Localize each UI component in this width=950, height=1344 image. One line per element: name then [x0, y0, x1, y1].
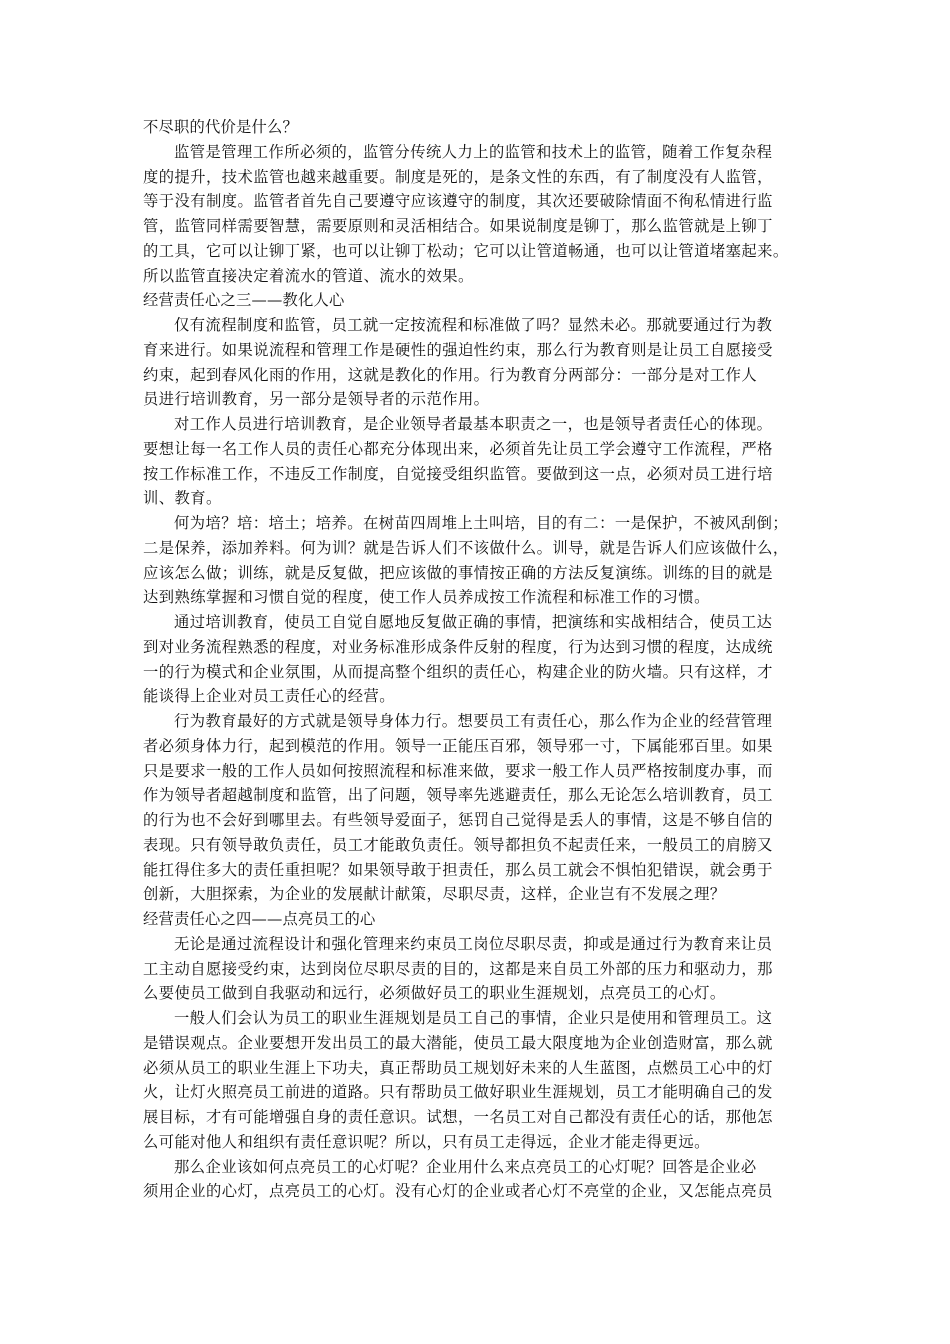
paragraph-line: 展目标，才有可能增强自身的责任意识。试想，一名员工对自己都没有责任心的话，那他怎: [143, 1108, 773, 1126]
paragraph-line: 一般人们会认为员工的职业生涯规划是员工自己的事情，企业只是使用和管理员工。这: [174, 1009, 773, 1027]
paragraph-line: 者必须身体力行，起到模范的作用。领导一正能压百邪，领导邪一寸，下属能邪百里。如果: [143, 736, 773, 755]
paragraph-line: 按工作标准工作，不违反工作制度，自觉接受组织监管。要做到这一点，必须对员工进行培: [143, 464, 773, 483]
section-heading: 经营责任心之三——教化人心: [143, 291, 345, 310]
paragraph-line: 二是保养，添加养料。何为训？就是告诉人们不该做什么。训导，就是告诉人们应该做什么，: [143, 538, 789, 557]
paragraph-line: 表现。只有领导敢负责任，员工才能敢负责任。领导都担负不起责任来，一般员工的肩膀又: [143, 835, 773, 854]
section-heading: 经营责任心之四——点亮员工的心: [143, 910, 376, 928]
paragraph-line: 管，监管同样需要智慧，需要原则和灵活相结合。如果说制度是铆丁，那么监管就是上铆丁: [143, 217, 773, 235]
paragraph-line: 到对业务流程熟悉的程度，对业务标准形成条件反射的程度，行为达到习惯的程度，达成统: [143, 637, 773, 656]
paragraph-line: 么可能对他人和组织有责任意识呢？所以，只有员工走得远，企业才能走得更远。: [143, 1132, 710, 1151]
paragraph-line: 等于没有制度。监管者首先自己要遵守应该遵守的制度，其次还要破除情面不徇私情进行监: [143, 192, 773, 211]
paragraph-line: 火，让灯火照亮员工前进的道路。只有帮助员工做好职业生涯规划，员工才能明确自己的发: [143, 1083, 773, 1102]
paragraph-line: 行为教育最好的方式就是领导身体力行。想要员工有责任心，那么作为企业的经营管理: [174, 712, 773, 730]
paragraph-line: 必须从员工的职业生涯上下功夫，真正帮助员工规划好未来的人生蓝图，点燃员工心中的灯: [143, 1058, 773, 1077]
paragraph-line: 达到熟练掌握和习惯自觉的程度，使工作人员养成按工作流程和标准工作的习惯。: [143, 588, 710, 607]
document-page: [143, 115, 810, 1204]
paragraph-line: 何为培？培：培土；培养。在树苗四周堆上土叫培，目的有二：一是保护，不被风刮倒；: [174, 514, 789, 532]
paragraph-line: 能扛得住多大的责任重担呢？如果领导敢于担责任，那么员工就会不惧怕犯错误，就会勇于: [143, 860, 773, 879]
paragraph-line: 育来进行。如果说流程和管理工作是硬性的强迫性约束，那么行为教育则是让员工自愿接受: [143, 340, 773, 359]
paragraph-line: 仅有流程制度和监管，员工就一定按流程和标准做了吗？显然未必。那就要通过行为教: [174, 316, 773, 334]
paragraph-line: 一的行为模式和企业氛围，从而提高整个组织的责任心，构建企业的防火墙。只有这样，才: [143, 662, 773, 681]
paragraph-line: 那么企业该如何点亮员工的心灯呢？企业用什么来点亮员工的心灯呢？回答是企业必: [174, 1157, 757, 1176]
paragraph-line: 的工具，它可以让铆丁紧，也可以让铆丁松动；它可以让管道畅通，也可以让管道堵塞起来。: [143, 241, 789, 260]
paragraph-line: 工主动自愿接受约束，达到岗位尽职尽责的目的，这都是来自员工外部的压力和驱动力，那: [143, 959, 773, 978]
paragraph-line: 作为领导者超越制度和监管，出了问题，领导率先逃避责任，那么无论怎么培训教育，员工: [143, 786, 773, 805]
paragraph-line: 监管是管理工作所必须的，监管分传统人力上的监管和技术上的监管，随着工作复杂程: [174, 142, 773, 161]
paragraph-line: 通过培训教育，使员工自觉自愿地反复做正确的事情，把演练和实战相结合，使员工达: [174, 613, 773, 631]
paragraph-line: 对工作人员进行培训教育，是企业领导者最基本职责之一，也是领导者责任心的体现。: [174, 415, 773, 433]
paragraph-line: 度的提升，技术监管也越来越重要。制度是死的，是条文性的东西，有了制度没有人监管，: [143, 167, 773, 186]
paragraph-line: 应该怎么做；训练，就是反复做，把应该做的事情按正确的方法反复演练。训练的目的就是: [143, 563, 773, 582]
paragraph-line: 的行为也不会好到哪里去。有些领导爱面子，惩罚自己觉得是丢人的事情，这是不够自信的: [143, 811, 773, 829]
paragraph-line: 能谈得上企业对员工责任心的经营。: [143, 687, 395, 706]
paragraph-line: 所以监管直接决定着流水的管道、流水的效果。: [143, 266, 474, 285]
paragraph-line: 是错误观点。企业要想开发出员工的最大潜能，使员工最大限度地为企业创造财富，那么就: [143, 1033, 773, 1052]
paragraph-line: 要想让每一名工作人员的责任心都充分体现出来，必须首先让员工学会遵守工作流程，严格: [143, 439, 773, 458]
paragraph-line: 无论是通过流程设计和强化管理来约束员工岗位尽职尽责，抑或是通过行为教育来让员: [174, 934, 773, 953]
paragraph-line: 须用企业的心灯，点亮员工的心灯。没有心灯的企业或者心灯不亮堂的企业，又怎能点亮员: [143, 1182, 773, 1201]
paragraph-line: 员进行培训教育，另一部分是领导者的示范作用。: [143, 390, 490, 409]
paragraph-line: 只是要求一般的工作人员如何按照流程和标准来做，要求一般工作人员严格按制度办事，而: [143, 761, 773, 780]
section-heading: 不尽职的代价是什么？: [143, 118, 298, 136]
paragraph-line: 么要使员工做到自我驱动和远行，必须做好员工的职业生涯规划，点亮员工的心灯。: [143, 984, 726, 1003]
paragraph-line: 约束，起到春风化雨的作用，这就是教化的作用。行为教育分两部分：一部分是对工作人: [143, 365, 758, 384]
paragraph-line: 创新，大胆探索，为企业的发展献计献策，尽职尽责，这样，企业岂有不发展之理？: [143, 885, 726, 904]
paragraph-line: 训、教育。: [143, 489, 222, 508]
